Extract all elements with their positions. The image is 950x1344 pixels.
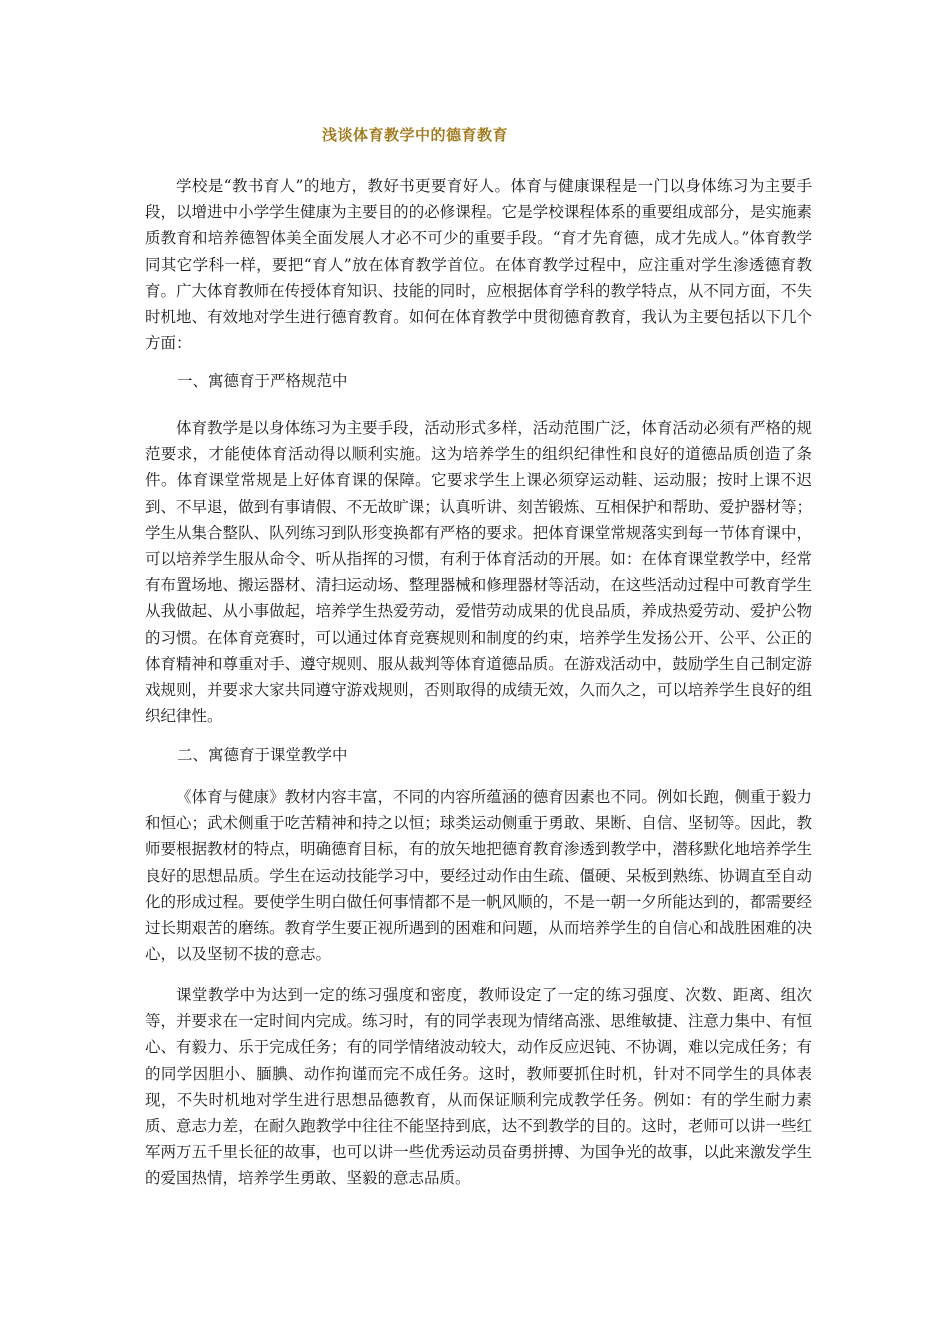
section-2-paragraph-1: 《体育与健康》教材内容丰富，不同的内容所蕴涵的德育因素也不同。例如长跑，侧重于毅力和恒心；武术侧重于吃苦精神和持之以恒；球类运动侧重于勇敢、果断、自信、坚韧等。因此，教师要根据教材的特点，明确德育目标，有的放矢地把德育教育渗透到教学中，潜移默化地培养学生良好的思想品质。学生在运动技能学习中，要经过动作由生疏、僵硬、呆板到熟练、协调直至自动化的形成过程。要使学生明白做任何事情都不是一帆风顺的，不是一朝一夕所能达到的，都需要经过长期艰苦的磨练。教育学生要正视所遇到的困难和问题，从而培养学生的自信心和战胜困难的决心，以及坚韧不拔的意志。 — [145, 788, 812, 964]
document-title: 浅谈体育教学中的德育教育 — [322, 126, 509, 144]
section-1-paragraph: 体育教学是以身体练习为主要手段，活动形式多样，活动范围广泛，体育活动必须有严格的规范要求，才能使体育活动得以顺利实施。这为培养学生的组织纪律性和良好的道德品质创造了条件。体育课堂常规是上好体育课的保障。它要求学生上课必须穿运动鞋、运动服；按时上课不迟到、不早退，做到有事请假、不无故旷课；认真听讲、刻苦锻炼、互相保护和帮助、爱护器材等；学生从集合整队、队列练习到队形变换都有严格的要求。把体育课堂常规落实到每一节体育课中，可以培养学生服从命令、听从指挥的习惯，有利于体育活动的开展。如：在体育课堂教学中，经常有布置场地、搬运器材、清扫运动场、整理器械和修理器材等活动，在这些活动过程中可教育学生从我做起、从小事做起，培养学生热爱劳动，爱惜劳动成果的优良品质，养成热爱劳动、爱护公物的习惯。在体育竞赛时，可以通过体育竞赛规则和制度的约束，培养学生发扬公开、公平、公正的体育精神和尊重对手、遵守规则、服从裁判等体育道德品质。在游戏活动中，鼓励学生自己制定游戏规则，并要求大家共同遵守游戏规则，否则取得的成绩无效，久而久之，可以培养学生良好的组织纪律性。 — [145, 419, 812, 726]
section-heading-1: 一、寓德育于严格规范中 — [177, 372, 348, 390]
section-2-paragraph-2: 课堂教学中为达到一定的练习强度和密度，教师设定了一定的练习强度、次数、距离、组次等，并要求在一定时间内完成。练习时，有的同学表现为情绪高涨、思维敏捷、注意力集中、有恒心、有毅力、乐于完成任务；有的同学情绪波动较大，动作反应迟钝、不协调，难以完成任务；有的同学因胆小、腼腆、动作拘谨而完不成任务。这时，教师要抓住时机，针对不同学生的具体表现，不失时机地对学生进行思想品德教育，从而保证顺利完成教学任务。例如：有的学生耐力素质、意志力差，在耐久跑教学中往往不能坚持到底，达不到教学的目的。这时，老师可以讲一些红军两万五千里长征的故事，也可以讲一些优秀运动员奋勇拼搏、为国争光的故事，以此来激发学生的爱国热情，培养学生勇敢、坚毅的意志品质。 — [145, 986, 812, 1188]
intro-paragraph: 学校是“教书育人”的地方，教好书更要育好人。体育与健康课程是一门以身体练习为主要手段，以增进中小学学生健康为主要目的的必修课程。它是学校课程体系的重要组成部分，是实施素质教育和培养德智体美全面发展人才必不可少的重要手段。“育才先育德，成才先成人。”体育教学同其它学科一样，要把“育人”放在体育教学首位。在体育教学过程中，应注重对学生渗透德育教育。广大体育教师在传授体育知识、技能的同时，应根据体育学科的教学特点，从不同方面，不失时机地、有效地对学生进行德育教育。如何在体育教学中贯彻德育教育，我认为主要包括以下几个方面： — [145, 177, 812, 353]
section-heading-2: 二、寓德育于课堂教学中 — [177, 746, 348, 764]
